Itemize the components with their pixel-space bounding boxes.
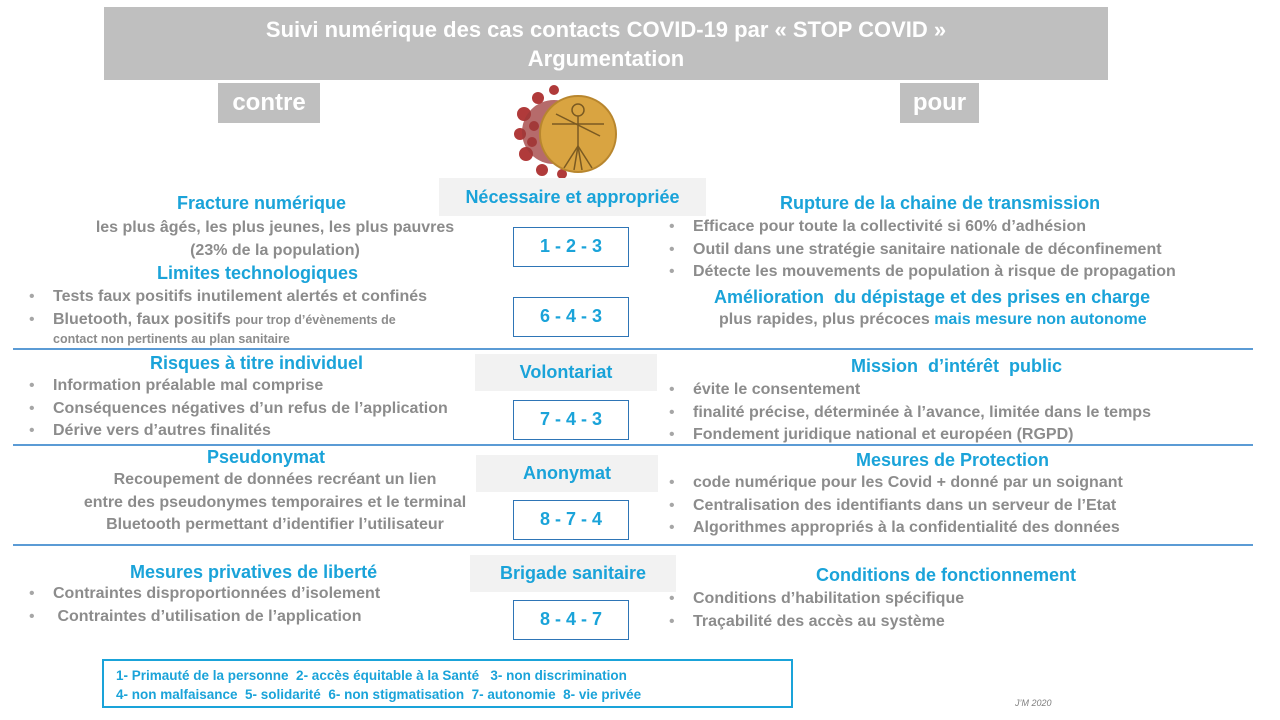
list-item: • Détecte les mouvements de population à risque de propagation: [661, 261, 1176, 284]
separator-line-3: [13, 544, 1253, 546]
risques-individuel-heading: Risques à titre individuel: [150, 353, 364, 373]
pseudonymat-heading: Pseudonymat: [207, 447, 326, 467]
list-item: • code numérique pour les Covid + donné par un soignant: [661, 472, 1123, 495]
list-item: • Outil dans une stratégie sanitaire nationale de déconfinement: [661, 239, 1176, 262]
list-item: • finalité précise, déterminée à l’avance, limitée dans le temps: [661, 402, 1151, 425]
rupture-chaine-heading: Rupture de la chaine de transmission: [780, 193, 1101, 213]
label-necessaire-appropriee: Nécessaire et appropriée: [439, 178, 706, 216]
mesures-privatives-heading: Mesures privatives de liberté: [130, 562, 378, 582]
risques-list: [21, 375, 448, 443]
conditions-list: [661, 588, 964, 633]
rupture-list: [661, 216, 1176, 284]
pseudonymat-text: [40, 469, 510, 537]
list-item: • Contraintes disproportionnées d’isolement: [21, 583, 380, 606]
limites-list: [21, 286, 427, 331]
code-box-3: 7 - 4 - 3: [513, 400, 629, 440]
mission-list: [661, 379, 1151, 447]
conditions-fonctionnement-heading: Conditions de fonctionnement: [816, 565, 1076, 585]
legend-line-1: 1- Primauté de la personne 2- accès équitable à la Santé 3- non discrimination: [116, 668, 627, 683]
list-item: • Dérive vers d’autres finalités: [21, 420, 448, 443]
fracture-numerique-heading: Fracture numérique: [177, 193, 347, 213]
code-box-4: 8 - 7 - 4: [513, 500, 629, 540]
list-item: • Tests faux positifs inutilement alertés et confinés: [21, 286, 427, 309]
label-brigade-sanitaire: Brigade sanitaire: [470, 555, 676, 592]
title-line-2: Argumentation: [527, 46, 685, 71]
list-item: • Fondement juridique national et européen (RGPD): [661, 424, 1151, 447]
legend-line-2: 4- non malfaisance 5- solidarité 6- non stigmatisation 7- autonomie 8- vie privée: [116, 687, 642, 702]
amelioration-blue-text: mais mesure non autonome: [934, 311, 1147, 328]
list-item: • Algorithmes appropriés à la confidentialité des données: [661, 517, 1123, 540]
amelioration-depistage-heading: Amélioration du dépistage et des prises en charge: [714, 287, 1151, 307]
title-line-1: Suivi numérique des cas contacts COVID-19 par « STOP COVID »: [265, 17, 947, 42]
list-item: • Contraintes d’utilisation de l’application: [21, 606, 380, 629]
separator-line-1: [13, 348, 1253, 350]
protection-list: [661, 472, 1123, 540]
list-item: • Efficace pour toute la collectivité si 60% d’adhésion: [661, 216, 1176, 239]
code-box-5: 8 - 4 - 7: [513, 600, 629, 640]
list-item: • Centralisation des identifiants dans un serveur de l’Etat: [661, 495, 1123, 518]
label-volontariat: Volontariat: [475, 354, 657, 391]
pseudonymat-line-1: Recoupement de données recréant un lien: [113, 471, 437, 488]
fracture-numerique-text: [40, 217, 510, 262]
limites-item-continuation: contact non pertinents au plan sanitaire: [53, 332, 290, 346]
contre-tag: contre: [218, 83, 320, 123]
list-item: • Conditions d’habilitation spécifique: [661, 588, 964, 611]
pseudonymat-line-2: entre des pseudonymes temporaires et le terminal: [83, 493, 467, 511]
code-box-2: 6 - 4 - 3: [513, 297, 629, 337]
amelioration-text: [719, 311, 1147, 329]
limites-technologiques-heading: Limites technologiques: [157, 263, 359, 283]
list-item: • Bluetooth, faux positifs pour trop d’évènements de: [21, 309, 427, 331]
list-item: • évite le consentement: [661, 379, 1151, 402]
list-item: • Conséquences négatives d’un refus de l’application: [21, 398, 448, 421]
code-box-1: 1 - 2 - 3: [513, 227, 629, 267]
label-anonymat: Anonymat: [476, 455, 658, 492]
vitruvian-man-coronavirus-icon: [514, 84, 620, 180]
fracture-line-2: (23% de la population): [190, 241, 360, 259]
mesures-privatives-list: [21, 583, 380, 628]
fracture-line-1: les plus âgés, les plus jeunes, les plus pauvres: [95, 219, 455, 236]
list-item: • Information préalable mal comprise: [21, 375, 448, 398]
signature: J’M 2020: [1015, 698, 1052, 708]
pseudonymat-line-3: Bluetooth permettant d’identifier l’utilisateur: [106, 516, 444, 533]
legend-box: [102, 659, 793, 708]
title-banner: [104, 7, 1108, 80]
mission-interet-public-heading: Mission d’intérêt public: [851, 356, 1063, 376]
list-item: • Traçabilité des accès au système: [661, 611, 964, 634]
mesures-protection-heading: Mesures de Protection: [856, 450, 1050, 470]
pour-tag: pour: [900, 83, 979, 123]
amelioration-gray-text: plus rapides, plus précoces: [719, 311, 935, 328]
